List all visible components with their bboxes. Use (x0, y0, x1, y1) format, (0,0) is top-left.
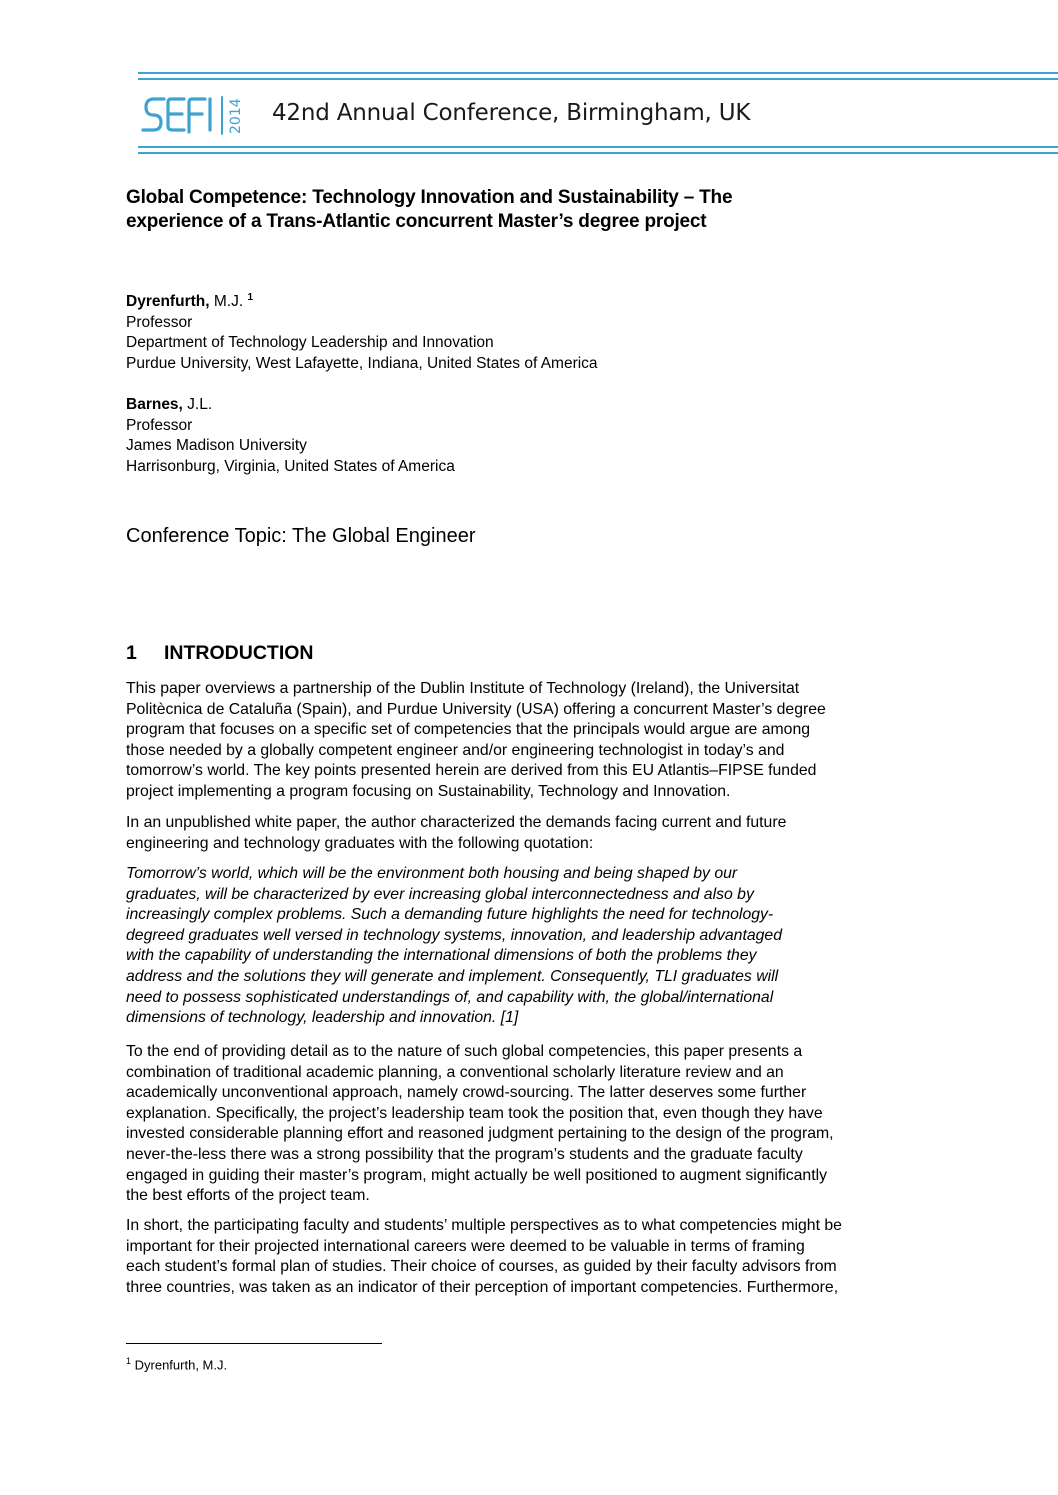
quote-line: Tomorrow’s world, which will be the environment both housing and being shaped by our (126, 865, 738, 882)
text-line: invested considerable planning effort and reasoned judgment pertaining to the design of the program, (126, 1125, 834, 1143)
section-heading (126, 642, 314, 665)
title-line: experience of a Trans-Atlantic concurrent Master’s degree project (126, 211, 707, 232)
footnote-number: 1 (126, 1356, 132, 1366)
quote-line: graduates, will be characterized by ever increasing global interconnectedness and also by (126, 885, 754, 903)
text-line: three countries, was taken as an indicator of their perception of important competencies. Furthermore, (126, 1278, 839, 1296)
author-department: Department of Technology Leadership and Innovation (126, 334, 494, 352)
logo-year: 2014 (228, 98, 244, 134)
body-paragraph (126, 679, 826, 803)
section-number: 1 (126, 642, 137, 664)
text-line: each student’s formal plan of studies. Their choice of courses, as guided by their faculty advisors from (126, 1258, 837, 1276)
text-line: To the end of providing detail as to the nature of such global competencies, this paper presents a (126, 1043, 803, 1060)
footnote (126, 1356, 227, 1372)
text-line: never-the-less there was a strong possibility that the program’s students and the graduate faculty (126, 1145, 803, 1163)
text-line: tomorrow’s world. The key points presented herein are derived from this EU Atlantis–FIPSE funded (126, 762, 817, 780)
text-line: important for their projected international careers were deemed to be valuable in terms of framing (126, 1237, 805, 1255)
text-line: combination of traditional academic planning, a conventional scholarly literature review and an (126, 1063, 784, 1081)
author-block (126, 395, 455, 477)
text-line: academically unconventional approach, namely crowd-sourcing. The latter deserves some further (126, 1084, 807, 1102)
conference-topic: Conference Topic: The Global Engineer (126, 525, 476, 547)
quote-line: with the capability of understanding the international dimensions of both the problems they (126, 947, 757, 965)
body-paragraph (126, 1042, 834, 1207)
text-line: Politècnica de Cataluña (Spain), and Purdue University (USA) offering a concurrent Master’s degree (126, 700, 826, 718)
author-title: Professor (126, 313, 193, 331)
author-surname: Dyrenfurth, (126, 293, 210, 311)
author-block (126, 288, 598, 374)
conference-name: 42nd Annual Conference, Birmingham, UK (272, 100, 751, 126)
text-line: This paper overviews a partnership of the Dublin Institute of Technology (Ireland), the Universitat (126, 680, 800, 697)
footnote-text: Dyrenfurth, M.J. (131, 1357, 228, 1373)
author-surname: Barnes, (126, 396, 183, 413)
author-initials: J.L. (182, 396, 213, 413)
section-title: INTRODUCTION (164, 642, 314, 664)
paper-title (126, 186, 946, 234)
text-line: program that focuses on a specific set of competencies that the principals would argue are among (126, 721, 811, 739)
text-line: those needed by a globally competent engineer and/or engineering technologist in today’s and (126, 741, 785, 759)
quote-line: dimensions of technology, leadership and innovation. [1] (126, 1009, 519, 1027)
text-line: explanation. Specifically, the project’s leadership team took the position that, even though they have (126, 1104, 823, 1122)
author-name (126, 395, 455, 416)
author-affiliation: Purdue University, West Lafayette, Indiana, United States of America (126, 354, 598, 372)
text-line: engaged in guiding their master’s program, might actually be well positioned to augment significantly (126, 1166, 828, 1184)
footnote-marker: 1 (247, 292, 254, 303)
quote-line: increasingly complex problems. Such a demanding future highlights the need for technology- (126, 906, 774, 924)
text-line: engineering and technology graduates with the following quotation: (126, 834, 594, 852)
sefi-logo (139, 94, 257, 136)
footnote-divider (126, 1343, 382, 1344)
quote-line: address and the solutions they will generate and implement. Consequently, TLI graduates will (126, 967, 779, 985)
title-line: Global Competence: Technology Innovation and Sustainability – The (126, 187, 733, 208)
author-title: Professor (126, 416, 193, 434)
text-line: In short, the participating faculty and students’ multiple perspectives as to what competencies might be (126, 1217, 842, 1234)
body-paragraph (126, 813, 786, 854)
text-line: the best efforts of the project team. (126, 1187, 370, 1205)
text-line: project implementing a program focusing on Sustainability, Technology and Innovation. (126, 782, 731, 800)
block-quote (126, 864, 782, 1029)
author-name (126, 288, 598, 313)
body-paragraph (126, 1216, 842, 1298)
author-affiliation: James Madison University (126, 437, 307, 454)
text-line: In an unpublished white paper, the author characterized the demands facing current and future (126, 814, 787, 831)
author-location: Harrisonburg, Virginia, United States of America (126, 457, 455, 475)
quote-line: degreed graduates well versed in technology systems, innovation, and leadership advantaged (126, 926, 782, 944)
quote-line: need to possess sophisticated understandings of, and capability with, the global/international (126, 988, 774, 1006)
author-initials: M.J. (209, 293, 244, 311)
